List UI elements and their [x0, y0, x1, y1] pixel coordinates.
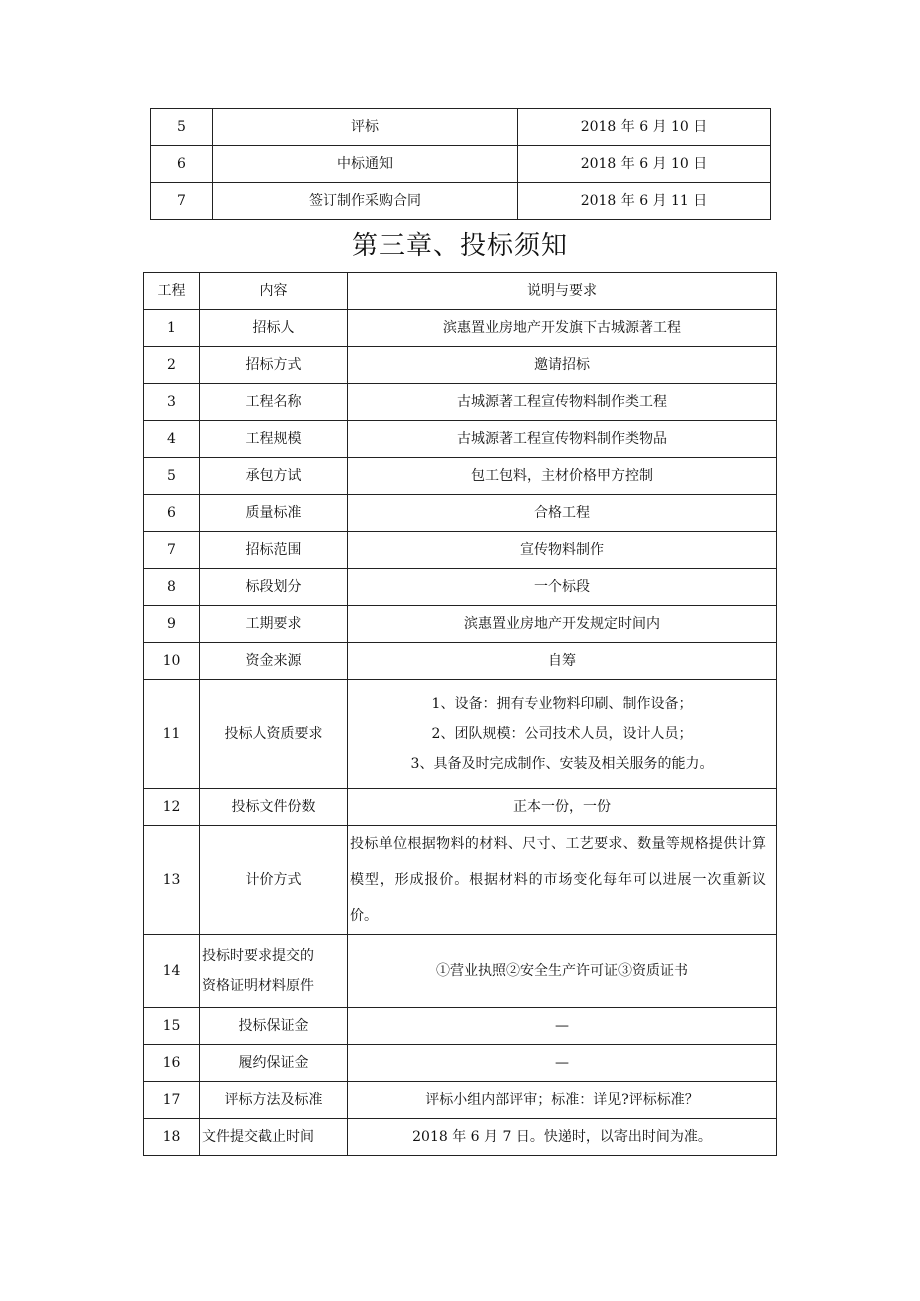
row-content: 文件提交截止时间 — [200, 1119, 348, 1156]
row-no: 14 — [144, 935, 200, 1008]
row-content: 工程规模 — [200, 421, 348, 458]
row-content: 招标人 — [200, 310, 348, 347]
schedule-no: 7 — [151, 183, 213, 220]
schedule-item: 中标通知 — [213, 146, 518, 183]
row-content-line: 投标时要求提交的 — [202, 948, 314, 964]
row-desc: — — [348, 1045, 777, 1082]
row-desc — [348, 680, 777, 789]
row-desc: 滨惠置业房地产开发规定时间内 — [348, 606, 777, 643]
table-row — [144, 680, 777, 789]
qualification-line: 3、具备及时完成制作、安装及相关服务的能力。 — [410, 756, 714, 772]
table-row — [151, 146, 771, 183]
row-no: 6 — [144, 495, 200, 532]
row-desc: 滨惠置业房地产开发旗下古城源著工程 — [348, 310, 777, 347]
row-no: 2 — [144, 347, 200, 384]
table-row — [144, 532, 777, 569]
schedule-item: 评标 — [213, 109, 518, 146]
header-content: 内容 — [200, 273, 348, 310]
row-desc: 包工包料，主材价格甲方控制 — [348, 458, 777, 495]
row-content — [200, 935, 348, 1008]
row-content: 工期要求 — [200, 606, 348, 643]
row-content: 投标保证金 — [200, 1008, 348, 1045]
header-no: 工程 — [144, 273, 200, 310]
row-no: 9 — [144, 606, 200, 643]
pricing-paragraph: 投标单位根据物料的材料、尺寸、工艺要求、数量等规格提供计算模型，形成报价。根据材料的市场变化每年可以进展一次重新议价。 — [350, 836, 766, 924]
table-row — [144, 1082, 777, 1119]
row-desc: 邀请招标 — [348, 347, 777, 384]
qualification-line: 1、设备：拥有专业物料印刷、制作设备； — [431, 696, 693, 712]
table-row — [144, 1045, 777, 1082]
row-no: 7 — [144, 532, 200, 569]
table-row — [144, 935, 777, 1008]
table-row — [144, 421, 777, 458]
row-desc: 评标小组内部评审；标准：详见?评标标准？ — [348, 1082, 777, 1119]
schedule-no: 6 — [151, 146, 213, 183]
schedule-date: 2018 年 6 月 11 日 — [518, 183, 771, 220]
table-row — [144, 826, 777, 935]
row-content: 质量标准 — [200, 495, 348, 532]
table-row — [144, 569, 777, 606]
row-no: 13 — [144, 826, 200, 935]
row-content: 招标方式 — [200, 347, 348, 384]
schedule-no: 5 — [151, 109, 213, 146]
table-row — [144, 310, 777, 347]
table-row — [144, 643, 777, 680]
table-row — [151, 109, 771, 146]
row-desc: 2018 年 6 月 7 日。快递时，以寄出时间为准。 — [348, 1119, 777, 1156]
table-row — [144, 606, 777, 643]
row-content: 承包方试 — [200, 458, 348, 495]
row-no: 1 — [144, 310, 200, 347]
notice-table — [143, 272, 777, 1156]
row-desc: 一个标段 — [348, 569, 777, 606]
schedule-date: 2018 年 6 月 10 日 — [518, 109, 771, 146]
row-content: 履约保证金 — [200, 1045, 348, 1082]
row-content: 资金来源 — [200, 643, 348, 680]
row-content: 标段划分 — [200, 569, 348, 606]
qualification-line: 2、团队规模：公司技术人员，设计人员； — [431, 726, 693, 742]
row-no: 15 — [144, 1008, 200, 1045]
table-row — [144, 384, 777, 421]
schedule-date: 2018 年 6 月 10 日 — [518, 146, 771, 183]
table-row — [144, 1119, 777, 1156]
table-row — [144, 495, 777, 532]
row-desc: 宣传物料制作 — [348, 532, 777, 569]
row-content: 投标人资质要求 — [200, 680, 348, 789]
row-content: 计价方式 — [200, 826, 348, 935]
row-desc: 古城源著工程宣传物料制作类工程 — [348, 384, 777, 421]
table-header-row — [144, 273, 777, 310]
row-no: 16 — [144, 1045, 200, 1082]
row-no: 17 — [144, 1082, 200, 1119]
row-no: 11 — [144, 680, 200, 789]
row-no: 5 — [144, 458, 200, 495]
row-desc: 古城源著工程宣传物料制作类物品 — [348, 421, 777, 458]
row-no: 4 — [144, 421, 200, 458]
table-row — [144, 789, 777, 826]
row-desc: 正本一份，一份 — [348, 789, 777, 826]
row-desc: — — [348, 1008, 777, 1045]
row-no: 8 — [144, 569, 200, 606]
row-desc: 合格工程 — [348, 495, 777, 532]
row-no: 18 — [144, 1119, 200, 1156]
chapter-title: 第三章、投标须知 — [351, 231, 568, 261]
row-no: 10 — [144, 643, 200, 680]
row-content: 投标文件份数 — [200, 789, 348, 826]
row-no: 3 — [144, 384, 200, 421]
row-no: 12 — [144, 789, 200, 826]
schedule-item: 签订制作采购合同 — [213, 183, 518, 220]
schedule-table — [150, 108, 771, 220]
table-row — [144, 1008, 777, 1045]
row-desc — [348, 826, 777, 935]
row-content: 评标方法及标准 — [200, 1082, 348, 1119]
row-content: 工程名称 — [200, 384, 348, 421]
row-desc: ①营业执照②安全生产许可证③资质证书 — [348, 935, 777, 1008]
row-content: 招标范围 — [200, 532, 348, 569]
table-row — [144, 458, 777, 495]
table-row — [144, 347, 777, 384]
table-row — [151, 183, 771, 220]
header-desc: 说明与要求 — [348, 273, 777, 310]
row-content-line: 资格证明材料原件 — [202, 978, 314, 994]
row-desc: 自筹 — [348, 643, 777, 680]
